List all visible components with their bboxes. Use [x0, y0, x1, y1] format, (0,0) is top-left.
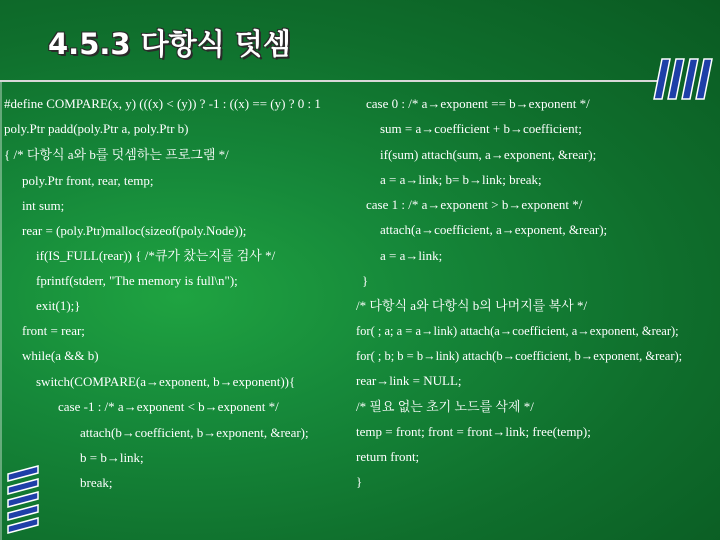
code-line: #define COMPARE(x, y) (((x) < (y)) ? -1 : ((x) == (y) ? 0 : 1 [4, 96, 321, 111]
page-title: 4.5.3 다항식 덧셈 [48, 27, 291, 61]
code-line: a = a→link; b= b→link; break; [380, 172, 542, 187]
code-line: sum = a→coefficient + b→coefficient; [380, 121, 582, 136]
code-line: for( ; a; a = a→link) attach(a→coefficient, a→exponent, &rear); [356, 324, 679, 338]
title-divider [0, 80, 660, 82]
code-line: case 0 : /* a→exponent == b→exponent */ [366, 96, 590, 111]
code-line: /* 다항식 a와 다항식 b의 나머지를 복사 */ [356, 298, 588, 313]
code-line: attach(a→coefficient, a→exponent, &rear); [380, 222, 608, 237]
code-line: } [362, 273, 369, 288]
code-line: for( ; b; b = b→link) attach(b→coefficient, b→exponent, &rear); [356, 349, 683, 363]
slash-stripes-icon [648, 55, 718, 103]
code-line: a = a→link; [380, 248, 443, 263]
code-line: return front; [356, 449, 420, 464]
code-line: front = rear; [22, 323, 85, 338]
code-line: int sum; [22, 198, 65, 213]
code-line: fprintf(stderr, "The memory is full\n"); [36, 273, 238, 288]
code-line: rear = (poly.Ptr)malloc(sizeof(poly.Node)); [22, 223, 247, 238]
code-line: case 1 : /* a→exponent > b→exponent */ [366, 197, 583, 212]
code-line: attach(b→coefficient, b→exponent, &rear); [80, 425, 309, 440]
code-line: break; [80, 475, 113, 490]
code-line: case -1 : /* a→exponent < b→exponent */ [58, 399, 279, 414]
left-margin-rule [0, 82, 2, 540]
code-line: poly.Ptr padd(poly.Ptr a, poly.Ptr b) [4, 121, 189, 136]
code-line: if(sum) attach(sum, a→exponent, &rear); [380, 147, 597, 162]
code-line: rear→link = NULL; [356, 373, 462, 388]
code-line: exit(1);} [36, 298, 81, 313]
code-line: /* 필요 없는 초기 노드를 삭제 */ [356, 399, 534, 414]
code-line: if(IS_FULL(rear)) { /*큐가 찼는지를 검사 */ [36, 248, 276, 263]
code-line: { /* 다항식 a와 b를 덧셈하는 프로그램 */ [4, 147, 229, 162]
slash-stripes-icon [4, 462, 44, 534]
code-line: poly.Ptr front, rear, temp; [22, 173, 154, 188]
code-line: while(a && b) [22, 348, 99, 363]
code-line: b = b→link; [80, 450, 144, 465]
code-line: temp = front; front = front→link; free(temp); [356, 424, 591, 439]
code-line: switch(COMPARE(a→exponent, b→exponent)){ [36, 374, 296, 389]
code-line: } [356, 474, 363, 489]
